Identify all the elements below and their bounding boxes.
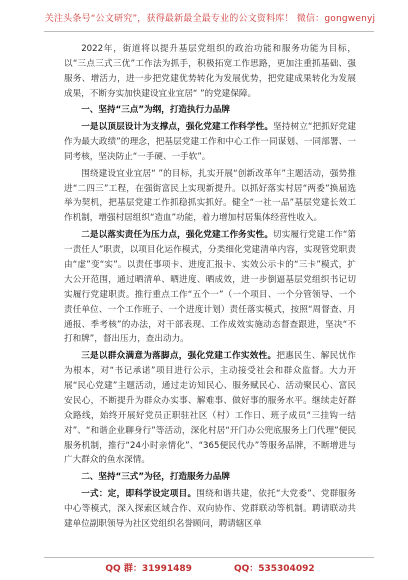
paragraph-3-text: 切实履行党建工作“第一责任人”职责，以项目化运作模式，分类细化党建清单内容，实现管党职责由“虚”变“实”。以责任事项卡、进度汇报卡、实效公示卡的“三卡”模式，扩大公开范围，通过晒清单、晒进度、晒成效，进一步倒逼基层党组织书记切实履行党建职责。推行重点工作“五个一”（一个项目、一个分管领导、一个责任单位、一个工作班子、一个进度计划）责任落实模式，按照“周督查、月通报、季考核”的办法，对干部表现、工作成效实施动态督查跟进，坚决“不打和牌”，督出压力，查出动力。	[64, 230, 356, 345]
section-heading-2: 二、坚持“三式”为径，打造服务力品牌	[81, 472, 230, 483]
paragraph-5-lead: 一式：定，即科学设定项目。	[81, 488, 197, 499]
paragraph-1-lead: 一是以顶层设计为支撑点，强化党建工作科学性。	[81, 122, 274, 133]
header-divider	[44, 31, 374, 32]
contact-footer	[64, 561, 356, 575]
section-heading-1: 一、坚持“三点”为纲，打造执行力品牌	[81, 105, 230, 116]
qq-group-label: QQ 群：31991489	[105, 564, 192, 574]
paragraph-4-text: 把惠民生、解民忧作为根本，对“书记承诺”项目进行公示，主动接受社会和群众监督。大力开展“民心党建”主题活动，通过走访知民心、服务赋民心、活动聚民心、富民安民心，不断提升为群众办实事、解难事、做好事的服务水平。继续走好群众路线，始终开展好党员正职驻社区（村）工作日、班子成员“三挂钩一结对”、“和谐企业聊身行”等活动，深化村居“开门办公兜底服务上门代理”便民服务机制，推行“24小时亲情化”、“365便民代办”等服务品牌，不断增进与广大群众的鱼水深情。	[64, 351, 356, 466]
paragraph-4-lead: 三是以群众满意为落脚点，强化党建工作实效性。	[81, 351, 277, 362]
paragraph-4	[64, 349, 356, 468]
promo-banner: 关注头条号“公文研究”，获得最新最全最专业的公文资料库！ 微信：gongwenyj	[44, 13, 376, 24]
document-body	[64, 42, 356, 532]
paragraph-1	[64, 120, 356, 165]
paragraph-3	[64, 228, 356, 347]
qq-contact-label: QQ：535304092	[233, 564, 315, 574]
paragraph-5	[64, 487, 356, 532]
paragraph-1-text: 坚持树立“把抓好党建作为最大政绩”的理念，把基层党建工作和中心工作一同谋划、一同部署、一同考核，坚决防止“一手硬、一手软”。	[64, 122, 356, 162]
footer-divider	[44, 557, 374, 558]
paragraph-2: 围绕建设宜业宜居“ ”的目标，扎实开展“创新改革年”主题活动，强势推进“二四三”工程，在强街富民上实现新提升。以抓好落实村居“两委”换届选举为契机，把基层党建工作抓稳抓实抓好。健全“一社一品”基层党建长效工作机制，增强村居组织“造血”功能，着力增加村居集体经营性收入。	[64, 168, 356, 224]
paragraph-3-lead: 二是以落实责任为压力点，强化党建工作务实性。	[81, 230, 274, 241]
intro-paragraph: 2022年，街道将以提升基层党组织的政治功能和服务功能为目标，以“三点三式三优”工作法为抓手，积极拓宽工作思路，更加注重抓基础、强服务、增活力，进一步把党建优势转化为发展优势，把党建成果转化为发展成果，不断夯实加快建设宜业宜居“ ”的党建保障。	[64, 44, 356, 99]
paragraph-5-text: 围绕和谐共建，依托“大党委”、党群服务中心等模式，深入探索区域合作、双向协作、党群联动等机制。聘请联动共建单位副职领导为社区党组织名誉顾问，聘请辖区单	[64, 488, 356, 529]
